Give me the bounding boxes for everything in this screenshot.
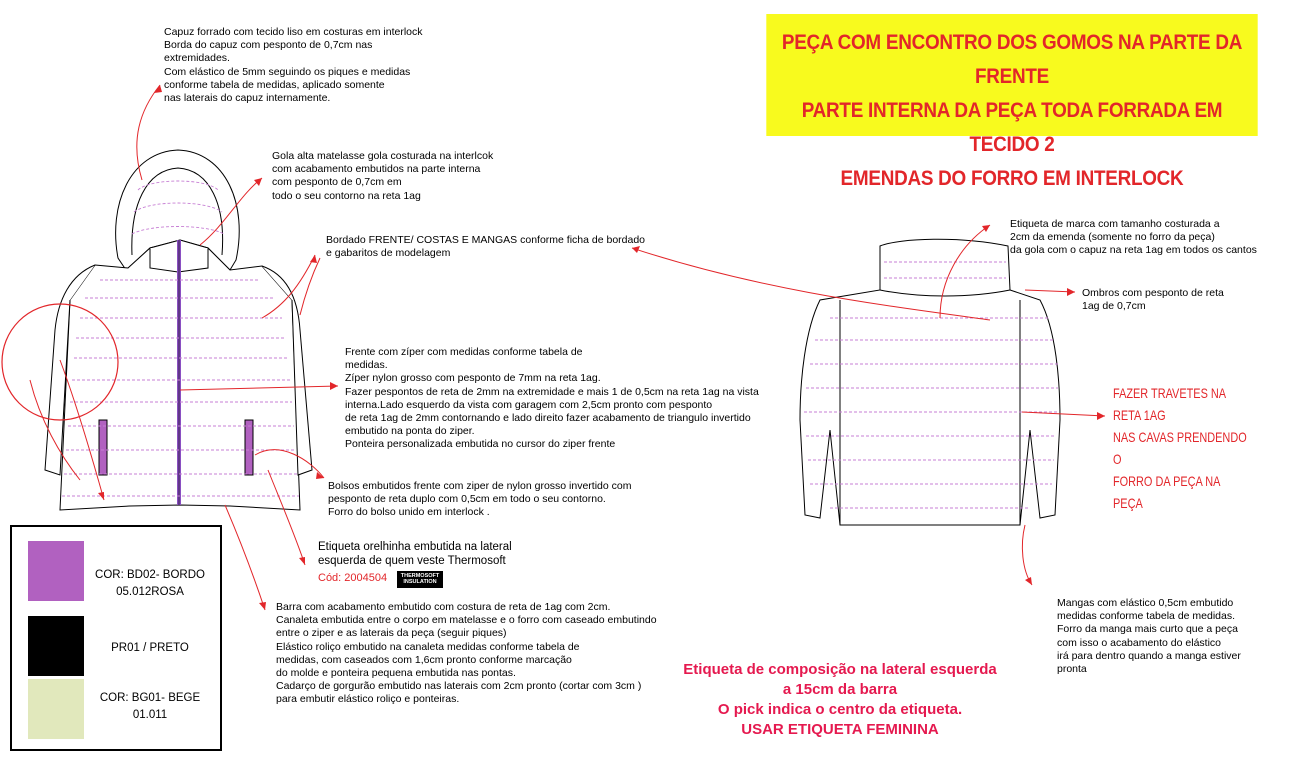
front-jacket-drawing <box>45 150 312 510</box>
swatch-preto-label: PR01 / PRETO <box>111 642 189 654</box>
note-hem: Barra com acabamento embutido com costura de reta de 1ag com 2cm. Canaleta embutida entre o corpo em matelasse e o forro com caseado embutindo entre o ziper e as laterais da peça (seguir piques) Elástico roliço embutido na canaleta medidas conforme tabela de medidas, com caseados com 1,6cm pronto conforme marcação do molde e ponteira pequena embutida nas pontas. Cadarço de gorgurão embutido nas laterais com 2cm pronto (cortar com 3cm ) para embutir elástico roliço e ponteiras. <box>276 601 657 706</box>
note-brand-label: Etiqueta de marca com tamanho costurada a 2cm da emenda (somente no forro da peça) da gola com o capuz na reta 1ag em todos os cantos <box>1010 218 1257 257</box>
swatch-bordo <box>28 541 84 601</box>
note-embroidery: Bordado FRENTE/ COSTAS E MANGAS conforme ficha de bordado e gabaritos de modelagem <box>326 234 646 260</box>
thermosoft-badge: THERMOSOFT INSULATION <box>397 571 443 588</box>
note-collar: Gola alta matelasse gola costurada na interlcok com acabamento embutidos na parte interna com pesponto de 0,7cm em todo o seu contorno na reta 1ag <box>272 150 494 202</box>
note-sleeves: Mangas com elástico 0,5cm embutido medidas conforme tabela de medidas. Forro da manga mais curto que a peça com isso o acabamento do elástico irá para dentro quando a manga estiver pronta <box>1057 597 1241 676</box>
note-pockets: Bolsos embutidos frente com ziper de nylon grosso invertido com pesponto de reta duplo com 0,5cm em todo o seu contorno. Forro do bolso unido em interlock . <box>328 480 632 519</box>
back-jacket-drawing <box>800 239 1060 525</box>
note-bartacks: FAZER TRAVETES NA RETA 1AG NAS CAVAS PRENDENDO O FORRO DA PEÇA NA PEÇA <box>1113 385 1247 511</box>
note-side-label: Etiqueta orelhinha embutida na lateral esquerda de quem veste Thermosoft <box>318 541 512 567</box>
swatch-bege-label: COR: BG01- BEGE 01.011 <box>99 692 201 721</box>
note-shoulders: Ombros com pesponto de reta 1ag de 0,7cm <box>1082 287 1224 313</box>
swatch-bordo-label: COR: BD02- BORDO 05.012ROSA <box>95 569 205 598</box>
color-legend <box>10 525 222 751</box>
note-composition: Etiqueta de composição na lateral esquerda a 15cm da barra O pick indica o centro da etiqueta. USAR ETIQUETA FEMININA <box>683 661 997 738</box>
note-front-zip: Frente com zíper com medidas conforme tabela de medidas. Zíper nylon grosso com pesponto de 7mm na reta 1ag. Fazer pespontos de reta de 2mm na extremidade e mais 1 de 0,5cm na reta 1ag na vista interna.Lado esquerdo da vista com garagem com 2,5cm pronto com pesponto de reta 1ag de 2mm contornando e lado direito fazer acabamento de triangulo invertido embutido na ponta do ziper. Ponteira personalizada embutida no cursor do ziper frente <box>345 346 759 451</box>
swatch-preto <box>28 616 84 676</box>
swatch-bege <box>28 679 84 739</box>
construction-banner: PEÇA COM ENCONTRO DOS GOMOS NA PARTE DA FRENTE PARTE INTERNA DA PEÇA TODA FORRADA EM TECIDO 2 EMENDAS DO FORRO EM INTERLOCK <box>766 14 1257 136</box>
side-label-code: Cód: 2004504 <box>318 572 388 584</box>
note-hood: Capuz forrado com tecido liso em costuras em interlock Borda do capuz com pesponto de 0,7cm nas extremidades. Com elástico de 5mm seguindo os piques e medidas conforme tabela de medidas, aplicado somente nas laterais do capuz internamente. <box>164 26 423 105</box>
